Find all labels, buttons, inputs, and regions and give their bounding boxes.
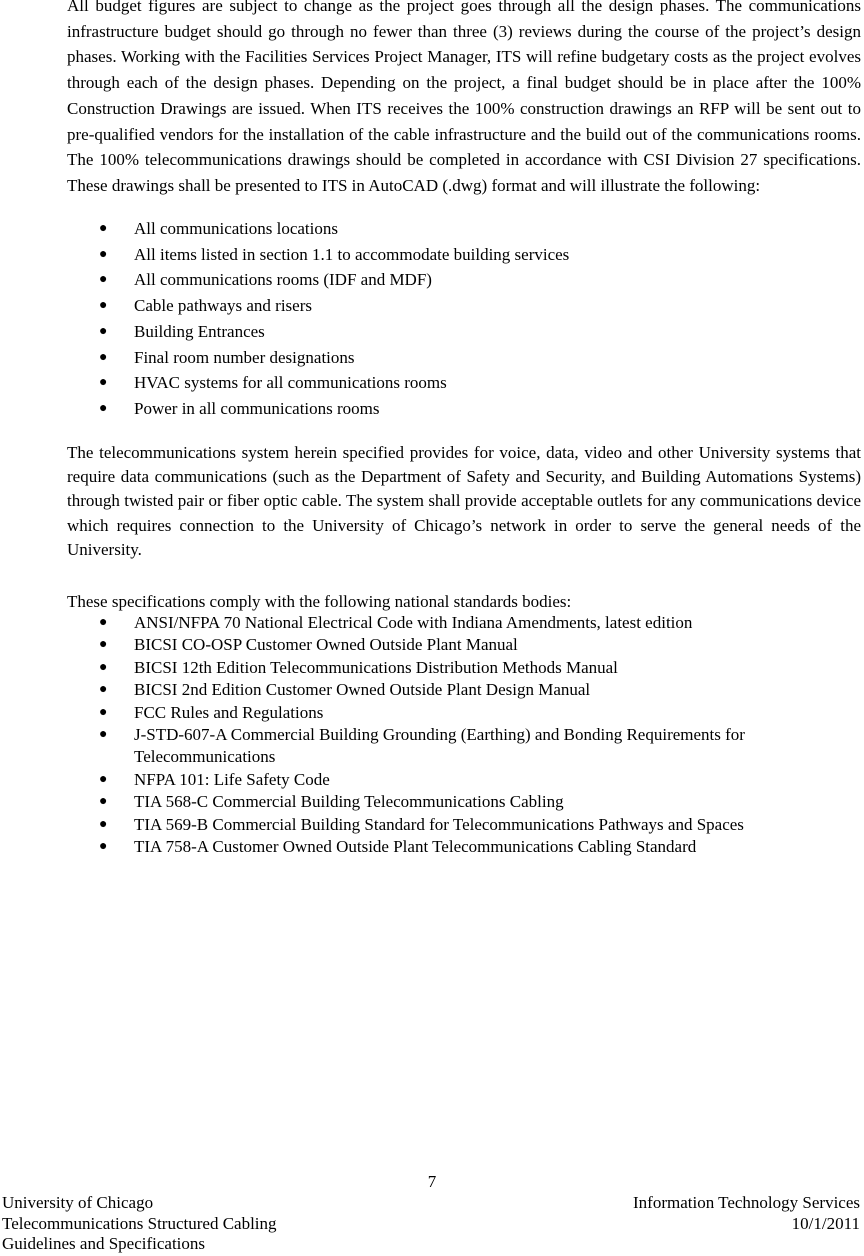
footer-date: 10/1/2011 bbox=[791, 1213, 860, 1233]
page-number: 7 bbox=[427, 1172, 437, 1191]
bullet-icon: ● bbox=[99, 659, 108, 675]
bullet-icon: ● bbox=[99, 298, 108, 314]
list-item-text: Final room number designations bbox=[134, 347, 355, 367]
list-item bbox=[67, 679, 861, 701]
bullet-icon: ● bbox=[99, 615, 108, 630]
list-item-text: Power in all communications rooms bbox=[134, 398, 380, 418]
list-item bbox=[67, 242, 861, 268]
list-item bbox=[67, 216, 861, 242]
list-item-text: TIA 568-C Commercial Building Telecommunications Cabling bbox=[134, 792, 564, 812]
list-item bbox=[67, 814, 861, 836]
list-item bbox=[67, 724, 861, 769]
list-item-text: J-STD-607-A Commercial Building Grounding (Earthing) and Bonding Requirements for Telecommunications bbox=[134, 725, 745, 767]
bullet-icon: ● bbox=[99, 839, 108, 855]
standards-intro: These specifications comply with the following national standards bodies: bbox=[67, 592, 572, 611]
footer-organization: University of Chicago bbox=[2, 1193, 154, 1212]
drawing-requirements-list bbox=[67, 216, 861, 422]
bullet-icon: ● bbox=[99, 816, 108, 832]
list-item bbox=[67, 702, 861, 724]
list-item bbox=[67, 267, 861, 293]
list-item-text: TIA 569-B Commercial Building Standard for Telecommunications Pathways and Spaces bbox=[134, 814, 744, 834]
list-item-text: BICSI 12th Edition Telecommunications Distribution Methods Manual bbox=[134, 657, 618, 677]
list-item-text: TIA 758-A Customer Owned Outside Plant Telecommunications Cabling Standard bbox=[134, 837, 697, 857]
bullet-icon: ● bbox=[99, 794, 108, 810]
list-item-text: BICSI 2nd Edition Customer Owned Outside Plant Design Manual bbox=[134, 680, 591, 700]
footer-right bbox=[633, 1193, 860, 1234]
list-item-text: ANSI/NFPA 70 National Electrical Code with Indiana Amendments, latest edition bbox=[134, 613, 693, 632]
bullet-icon: ● bbox=[99, 272, 108, 288]
list-item bbox=[67, 293, 861, 319]
list-item-text: HVAC systems for all communications rooms bbox=[134, 373, 447, 393]
bullet-icon: ● bbox=[99, 221, 108, 236]
footer-document-subtitle: Guidelines and Specifications bbox=[2, 1234, 206, 1253]
bullet-icon: ● bbox=[99, 400, 108, 416]
list-item-text: All communications rooms (IDF and MDF) bbox=[134, 270, 432, 290]
list-item bbox=[67, 836, 861, 858]
list-item-text: Cable pathways and risers bbox=[134, 296, 312, 316]
list-item bbox=[67, 769, 861, 791]
footer-department: Information Technology Services bbox=[633, 1193, 860, 1212]
list-item bbox=[67, 634, 861, 656]
list-item-text: All communications locations bbox=[134, 219, 338, 238]
bullet-icon: ● bbox=[99, 349, 108, 365]
list-item-text: NFPA 101: Life Safety Code bbox=[134, 769, 330, 789]
list-item bbox=[67, 612, 861, 634]
bullet-icon: ● bbox=[99, 323, 108, 339]
intro-paragraph: All budget figures are subject to change as the project goes through all the design phases. The communications infrastructure budget should go through no fewer than three (3) reviews during the course of the project’s design phases. Working with the Facilities Services Project Manager, ITS will refine budgetary costs as the project evolves through each of the design phases. Depending on the project, a final budget should be in place after the 100% Construction Drawings are issued. When ITS receives the 100% construction drawings an RFP will be sent out to pre-qualified vendors for the installation of the cable infrastructure and the build out of the communications rooms. The 100% telecommunications drawings should be completed in accordance with CSI Division 27 specifications. These drawings shall be presented to ITS in AutoCAD (.dwg) format and will illustrate the following: bbox=[67, 0, 861, 195]
bullet-icon: ● bbox=[99, 704, 108, 720]
standards-list bbox=[67, 612, 861, 858]
list-item bbox=[67, 370, 861, 396]
bullet-icon: ● bbox=[99, 246, 108, 262]
list-item-text: Building Entrances bbox=[134, 321, 265, 341]
bullet-icon: ● bbox=[99, 771, 108, 787]
bullet-icon: ● bbox=[99, 682, 108, 698]
list-item bbox=[67, 319, 861, 345]
system-paragraph: The telecommunications system herein specified provides for voice, data, video and other University systems that require data communications (such as the Department of Safety and Security, and Building Automations Systems) through twisted pair or fiber optic cable. The system shall provide acceptable outlets for any communications device which requires connection to the University of Chicago’s network in order to serve the general needs of the University. bbox=[67, 443, 861, 559]
list-item bbox=[67, 345, 861, 371]
bullet-icon: ● bbox=[99, 375, 108, 391]
list-item-text: FCC Rules and Regulations bbox=[134, 702, 324, 722]
list-item bbox=[67, 791, 861, 813]
bullet-icon: ● bbox=[99, 727, 108, 743]
footer-document-title: Telecommunications Structured Cabling bbox=[2, 1213, 277, 1233]
list-item bbox=[67, 657, 861, 679]
list-item-text: All items listed in section 1.1 to accommodate building services bbox=[134, 244, 570, 264]
footer-left bbox=[2, 1193, 277, 1255]
list-item bbox=[67, 396, 861, 422]
bullet-icon: ● bbox=[99, 637, 108, 653]
list-item-text: BICSI CO-OSP Customer Owned Outside Plant Manual bbox=[134, 635, 518, 655]
